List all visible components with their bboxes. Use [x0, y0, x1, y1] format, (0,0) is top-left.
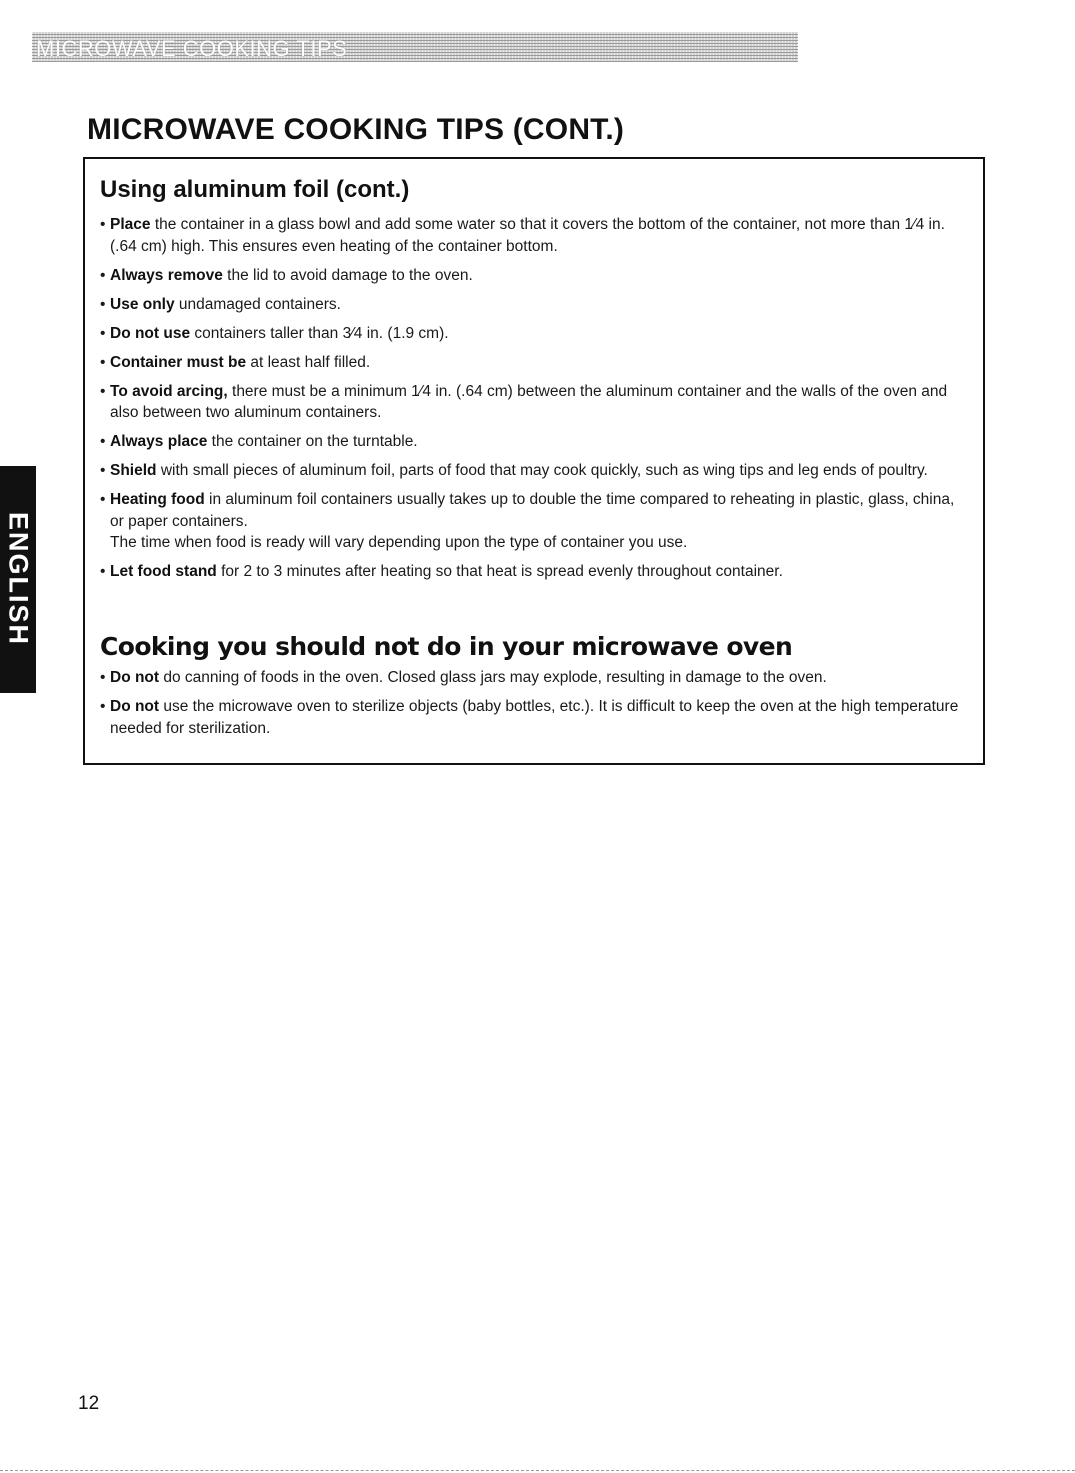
item-lead: Do not — [110, 698, 160, 715]
list-item — [100, 667, 968, 689]
section-title-cooking-not-to-do: Cooking you should not do in your microwave oven — [100, 632, 793, 661]
page-title: MICROWAVE COOKING TIPS (CONT.) — [87, 113, 625, 146]
language-side-tab-label: ENGLISH — [3, 511, 34, 647]
item-text: undamaged containers. — [174, 295, 341, 313]
item-lead: Place — [110, 216, 151, 233]
list-item — [100, 294, 968, 316]
bullet-icon: • — [100, 382, 106, 400]
item-note: The time when food is ready will vary depending upon the type of container you use. — [110, 534, 688, 551]
item-lead: To avoid arcing, — [110, 382, 228, 400]
list-item — [100, 561, 968, 583]
item-text: the container in a glass bowl and add some water so that it covers the bottom of the container, not more than 1⁄4 in. (.64 cm) high. This ensures even heating of the container bottom. — [110, 216, 945, 255]
bullet-icon: • — [100, 563, 106, 580]
item-lead: Do not — [110, 669, 160, 686]
item-text: for 2 to 3 minutes after heating so that heat is spread evenly throughout container. — [216, 563, 783, 580]
aluminum-foil-tips-list — [100, 214, 968, 590]
item-lead: Always place — [110, 433, 208, 450]
list-item — [100, 431, 968, 453]
page-number: 12 — [78, 1393, 100, 1414]
item-lead: Shield — [110, 462, 157, 479]
item-text: at least half filled. — [246, 353, 371, 371]
cooking-not-to-do-list — [100, 667, 968, 747]
item-text: do canning of foods in the oven. Closed glass jars may explode, resulting in damage to the oven. — [159, 669, 827, 686]
item-text: there must be a minimum 1⁄4 in. (.64 cm) between the aluminum container and the walls of the oven and also between two aluminum containers. — [110, 382, 948, 421]
list-item — [100, 381, 968, 424]
item-text: use the microwave oven to sterilize objects (baby bottles, etc.). It is difficult to keep the oven at the high temperature needed for sterilization. — [110, 698, 959, 737]
bottom-divider — [0, 1470, 1075, 1471]
item-text: with small pieces of aluminum foil, parts of food that may cook quickly, such as wing tips and leg ends of poultry. — [156, 462, 928, 479]
list-item — [100, 352, 968, 374]
item-text: containers taller than 3⁄4 in. (1.9 cm). — [190, 324, 449, 342]
bullet-icon: • — [100, 433, 106, 450]
bullet-icon: • — [100, 491, 106, 508]
item-text: the container on the turntable. — [207, 433, 418, 450]
bullet-icon: • — [100, 353, 106, 371]
list-item — [100, 696, 968, 739]
bullet-icon: • — [100, 295, 106, 313]
bullet-icon: • — [100, 462, 106, 479]
bullet-icon: • — [100, 669, 106, 686]
item-lead: Use only — [110, 295, 175, 313]
item-lead: Container must be — [110, 353, 247, 371]
item-text: in aluminum foil containers usually takes up to double the time compared to reheating in plastic, glass, china, or paper containers. — [110, 491, 955, 530]
item-lead: Heating food — [110, 491, 205, 508]
header-banner-label: MICROWAVE COOKING TIPS — [36, 36, 348, 61]
bullet-icon: • — [100, 698, 106, 715]
bullet-icon: • — [100, 216, 106, 233]
item-lead: Let food stand — [110, 563, 217, 580]
section-title-aluminum-foil: Using aluminum foil (cont.) — [100, 176, 410, 203]
list-item — [100, 214, 968, 257]
bullet-icon: • — [100, 324, 106, 342]
list-item — [100, 323, 968, 345]
item-text: the lid to avoid damage to the oven. — [222, 266, 473, 284]
list-item — [100, 460, 968, 482]
item-lead: Do not use — [110, 324, 191, 342]
bullet-icon: • — [100, 266, 106, 284]
list-item — [100, 265, 968, 287]
item-lead: Always remove — [110, 266, 223, 284]
list-item — [100, 489, 968, 554]
